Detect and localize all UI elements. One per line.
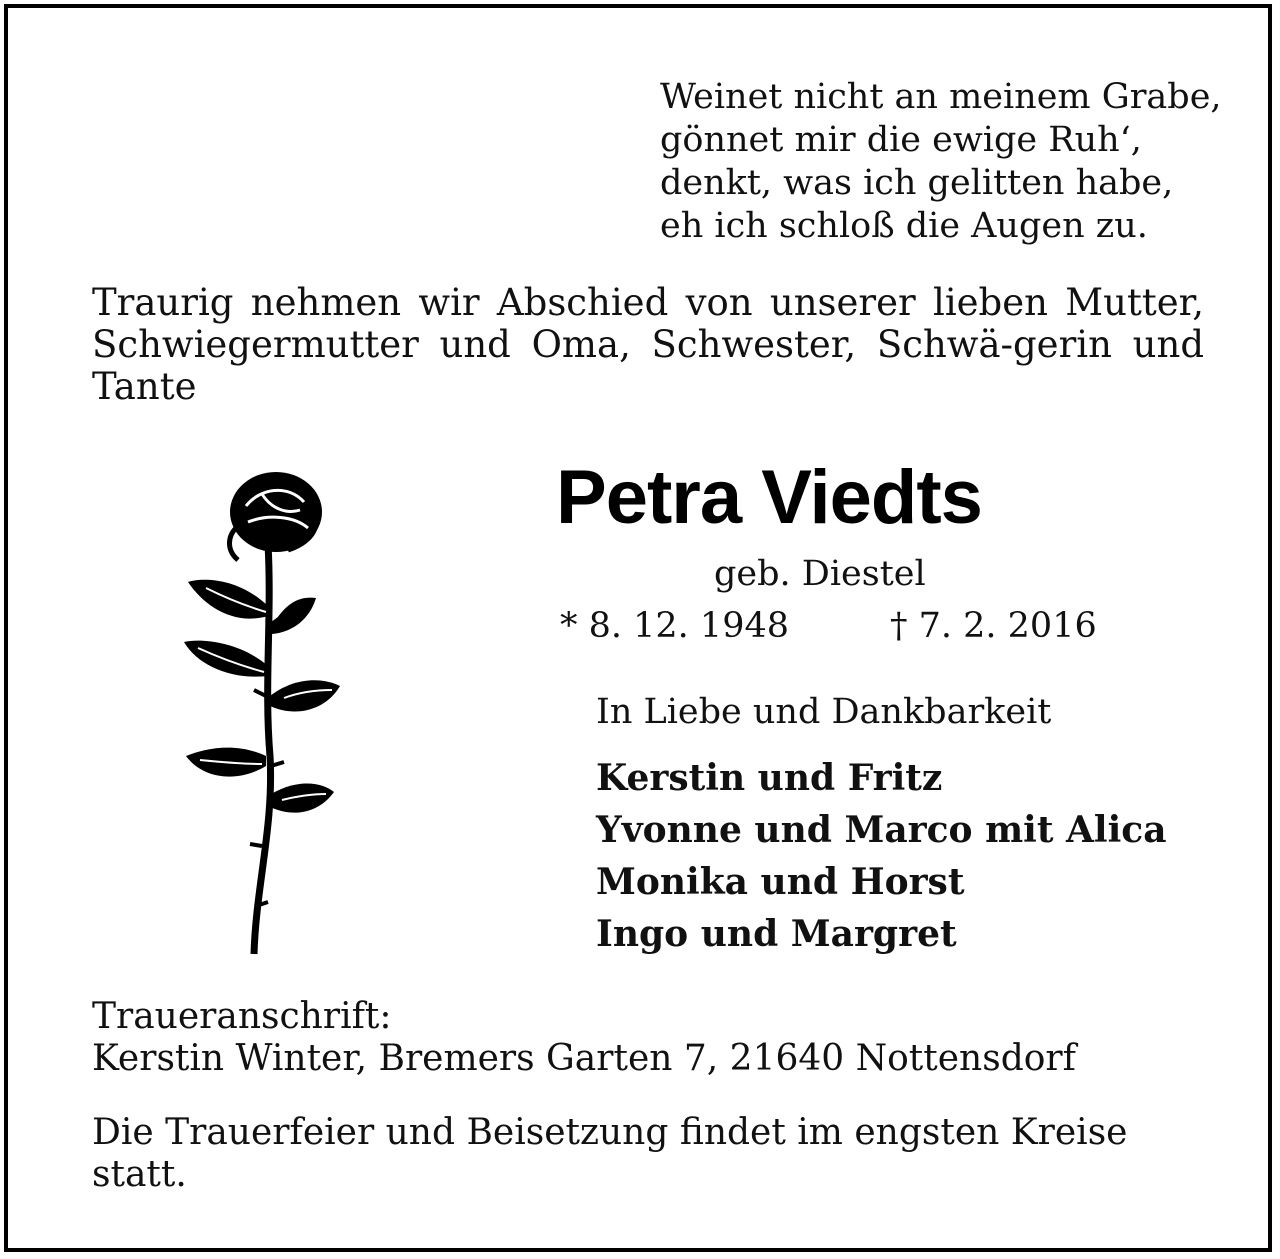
poem-line: Weinet nicht an meinem Grabe, <box>660 77 1222 117</box>
poem-line: eh ich schloß die Augen zu. <box>660 206 1148 246</box>
mourner-name: Monika und Horst <box>596 861 965 903</box>
poem-verse <box>660 76 1222 248</box>
condolence-address <box>92 996 1076 1080</box>
address-label: Traueranschrift: <box>92 996 392 1037</box>
death-date: † 7. 2. 2016 <box>890 606 1097 646</box>
birth-name: geb. Diestel <box>714 554 926 594</box>
birth-date: * 8. 12. 1948 <box>560 606 790 646</box>
deceased-name: Petra Viedts <box>556 455 982 540</box>
mourners-intro: In Liebe und Dankbarkeit <box>596 692 1052 732</box>
mourners-list <box>596 752 1167 960</box>
poem-line: denkt, was ich gelitten habe, <box>660 163 1174 203</box>
address-value: Kerstin Winter, Bremers Garten 7, 21640 Nottensdorf <box>92 1038 1076 1079</box>
rose-icon <box>176 466 346 966</box>
mourner-name: Kerstin und Fritz <box>596 757 943 799</box>
obituary-notice <box>4 4 1272 1252</box>
mourner-name: Ingo und Margret <box>596 913 957 955</box>
life-dates <box>560 606 1097 646</box>
poem-line: gönnet mir die ewige Ruh‘, <box>660 120 1142 160</box>
funeral-service-note: Die Trauerfeier und Beisetzung findet im engsten Kreise statt. <box>92 1112 1128 1195</box>
mourner-name: Yvonne und Marco mit Alica <box>596 809 1167 851</box>
farewell-intro: Traurig nehmen wir Abschied von unserer lieben Mutter, Schwiegermutter und Oma, Schwester, Schwä-gerin und Tante <box>92 281 1204 408</box>
